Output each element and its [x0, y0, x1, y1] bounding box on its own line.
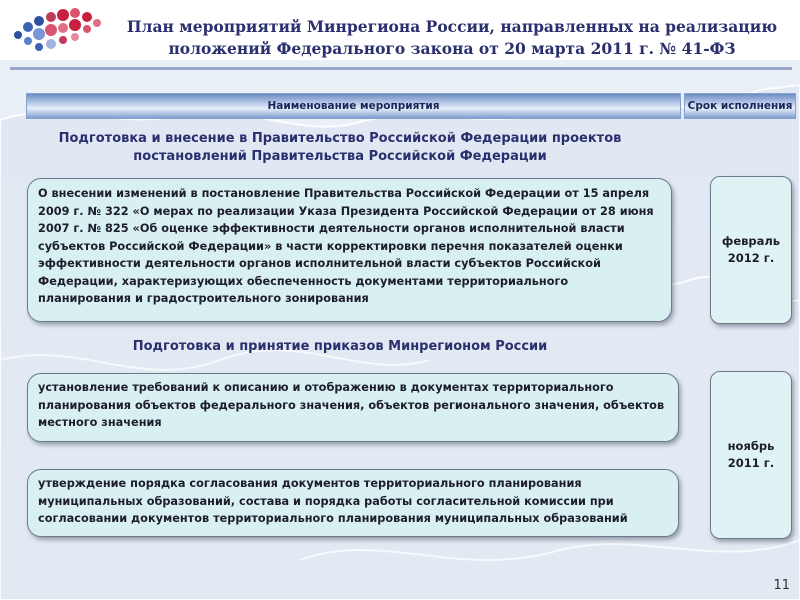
header-event-name: Наименование мероприятия [26, 93, 681, 119]
title-line-1: План мероприятий Минрегиона России, направленных на реализацию [126, 17, 778, 36]
deadline-month: ноябрь [727, 439, 775, 453]
ministry-logo [8, 5, 108, 60]
section-heading-ministry-orders [100, 338, 580, 356]
event-item: О внесении изменений в постановление Правительства Российской Федерации от 15 апреля 2009 г. № 322 «О мерах по реализации Указа Президента Российской Федерации от 28 июня 2007 г. № 825 «Об оценке эффективности деятельности органов исполнительной власти субъектов Российской Федерации» в части корректировки перечня показателей оценки эффективности деятельности органов исполнительной власти субъектов Российской Федерации, характеризующих обеспеченность документами территориального планирования и градостроительного зонирования [27, 178, 672, 322]
section-heading-line: Подготовка и принятие приказов Минрегионом России [132, 339, 548, 354]
event-item: утверждение порядка согласования документов территориального планирования муниципальных образований, состава и порядка работы согласительной комиссии при согласовании документов территориального планирования муниципальных образований [27, 469, 679, 537]
page-title [112, 16, 792, 60]
page-number: 11 [773, 578, 790, 593]
section-heading-line: Подготовка и внесение в Правительство Российской Федерации проектов [58, 131, 622, 146]
deadline-month: февраль [721, 234, 781, 248]
event-item: установление требований к описанию и отображению в документах территориального планирования объектов федерального значения, объектов регионального значения, объектов местного значения [27, 373, 679, 442]
logo-dots [14, 8, 101, 51]
section-heading-line: постановлений Правительства Российской Федерации [133, 149, 547, 164]
deadline-badge [710, 371, 792, 539]
header-deadline: Срок исполнения [684, 93, 796, 119]
title-line-2: положений Федерального закона от 20 марта 2011 г. № 41-ФЗ [168, 39, 736, 58]
title-divider [10, 67, 792, 70]
deadline-badge [710, 176, 792, 324]
deadline-year: 2012 г. [727, 251, 775, 265]
section-heading-government-decrees [40, 130, 640, 166]
deadline-year: 2011 г. [727, 456, 775, 470]
